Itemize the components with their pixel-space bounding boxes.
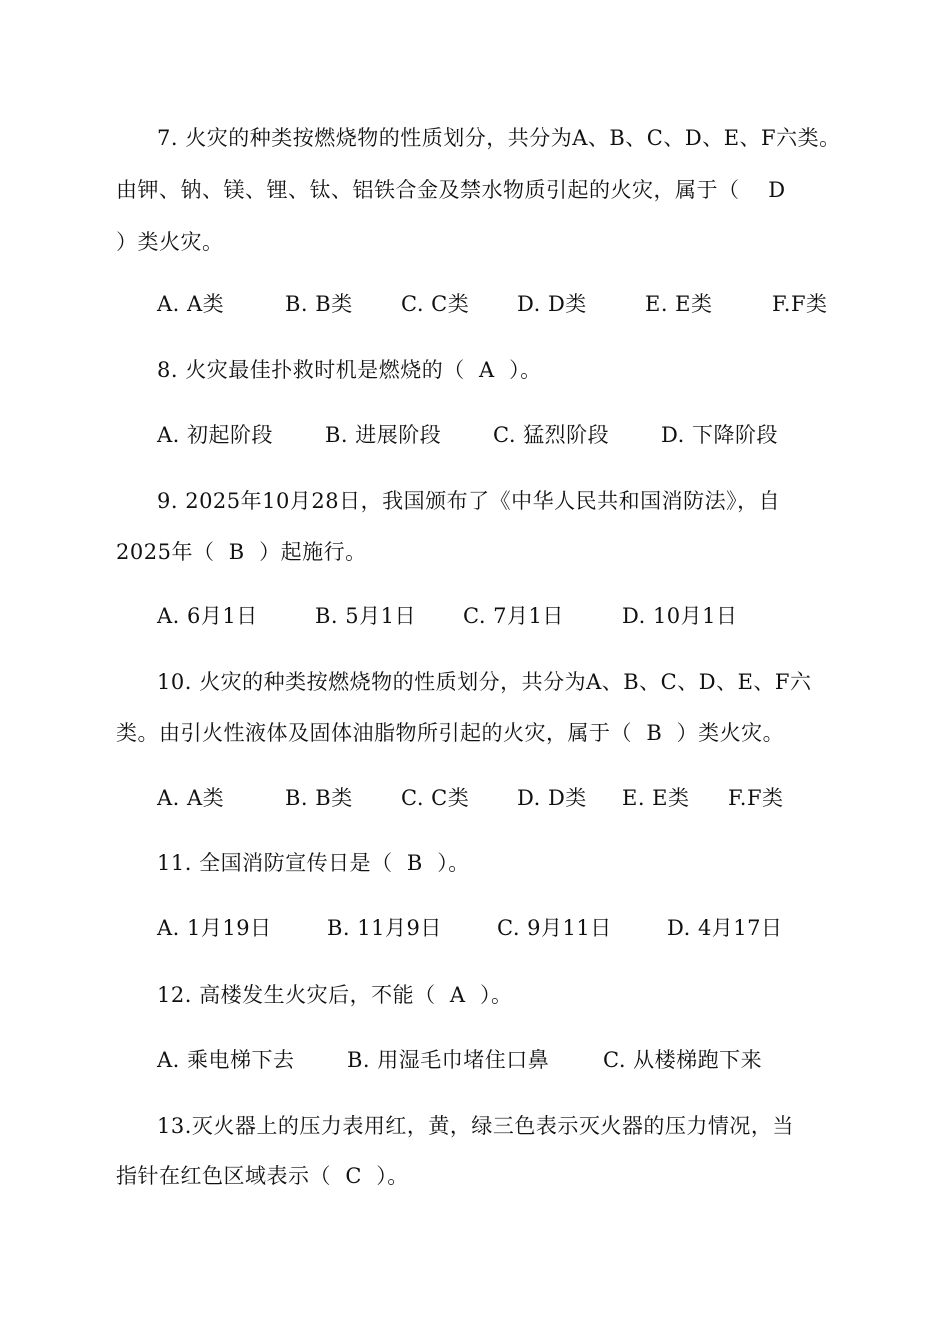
question-11-line-1: 11. 全国消防宣传日是（ B ）。 — [157, 851, 470, 875]
option-b: B. 用湿毛巾堵住口鼻 — [347, 1048, 550, 1072]
option-b: B. 11月9日 — [327, 916, 442, 940]
option-c: C. 猛烈阶段 — [493, 423, 610, 447]
option-e: E. E类 — [622, 786, 690, 810]
option-c: C. 7月1日 — [463, 604, 564, 628]
question-13-line-1: 13.灭火器上的压力表用红，黄，绿三色表示灭火器的压力情况，当 — [157, 1114, 794, 1138]
question-9-line-2: 2025年（ B ）起施行。 — [116, 540, 367, 564]
option-b: B. B类 — [285, 292, 353, 316]
option-d: D. 10月1日 — [622, 604, 738, 628]
option-c: C. C类 — [401, 292, 470, 316]
question-7-line-2: 由钾、钠、镁、锂、钛、铝铁合金及禁水物质引起的火灾，属于（ D — [116, 178, 786, 202]
option-b: B. 5月1日 — [315, 604, 417, 628]
option-d: D. D类 — [517, 292, 587, 316]
option-b: B. B类 — [285, 786, 353, 810]
option-c: C. 从楼梯跑下来 — [603, 1048, 763, 1072]
option-a: A. 6月1日 — [157, 604, 258, 628]
question-8-line-1: 8. 火灾最佳扑救时机是燃烧的（ A ）。 — [157, 358, 542, 382]
option-d: D. 下降阶段 — [661, 423, 778, 447]
option-a: A. 1月19日 — [157, 916, 272, 940]
option-c: C. 9月11日 — [497, 916, 612, 940]
question-7-line-1: 7. 火灾的种类按燃烧物的性质划分，共分为A、B、C、D、E、F六类。 — [157, 126, 841, 150]
option-c: C. C类 — [401, 786, 470, 810]
question-13-line-2: 指针在红色区域表示（ C ）。 — [116, 1164, 409, 1188]
question-7-line-3: ）类火灾。 — [116, 230, 224, 254]
question-9-line-1: 9. 2025年10月28日，我国颁布了《中华人民共和国消防法》，自 — [157, 489, 781, 513]
question-10-line-1: 10. 火灾的种类按燃烧物的性质划分，共分为A、B、C、D、E、F六 — [157, 670, 812, 694]
option-f: F.F类 — [728, 786, 784, 810]
option-a: A. A类 — [157, 292, 225, 316]
option-a: A. A类 — [157, 786, 225, 810]
option-b: B. 进展阶段 — [325, 423, 442, 447]
question-12-line-1: 12. 高楼发生火灾后，不能（ A ）。 — [157, 983, 513, 1007]
question-10-line-2: 类。由引火性液体及固体油脂物所引起的火灾，属于（ B ）类火灾。 — [116, 721, 785, 745]
option-f: F.F类 — [772, 292, 828, 316]
option-d: D. 4月17日 — [667, 916, 783, 940]
option-a: A. 初起阶段 — [157, 423, 274, 447]
option-e: E. E类 — [645, 292, 713, 316]
option-a: A. 乘电梯下去 — [157, 1048, 295, 1072]
option-d: D. D类 — [517, 786, 587, 810]
